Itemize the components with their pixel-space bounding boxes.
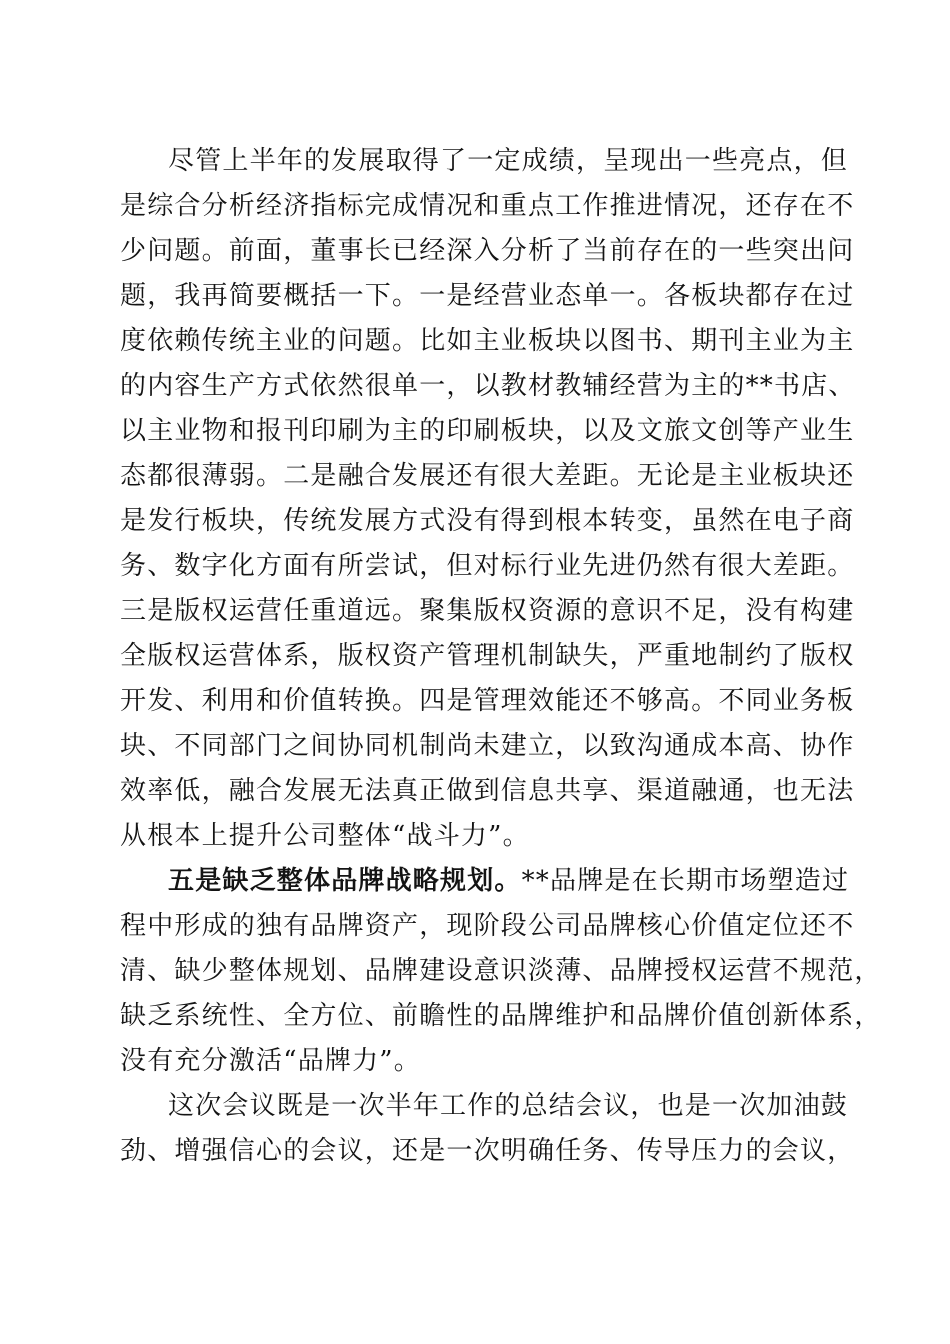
paragraph-1-line-5: 度依赖传统主业的问题。比如主业板块以图书、期刊主业为主 — [120, 326, 855, 356]
paragraph-1-line-2: 是综合分析经济指标完成情况和重点工作推进情况，还存在不 — [120, 191, 855, 221]
paragraph-1-line-12: 全版权运营体系，版权资产管理机制缺失，严重地制约了版权 — [120, 641, 855, 671]
paragraph-1-line-1: 尽管上半年的发展取得了一定成绩，呈现出一些亮点，但 — [168, 146, 849, 176]
paragraph-2-line-3: 清、缺少整体规划、品牌建设意识淡薄、品牌授权运营不规范， — [120, 956, 882, 986]
paragraph-1-line-15: 效率低，融合发展无法真正做到信息共享、渠道融通，也无法 — [120, 776, 855, 806]
paragraph-3-line-2: 劲、增强信心的会议，还是一次明确任务、传导压力的会议， — [120, 1136, 855, 1166]
paragraph-1-line-7: 以主业物和报刊印刷为主的印刷板块，以及文旅文创等产业生 — [120, 416, 855, 446]
paragraph-1-line-11: 三是版权运营任重道远。聚集版权资源的意识不足，没有构建 — [120, 596, 855, 626]
paragraph-2-line-2: 程中形成的独有品牌资产，现阶段公司品牌核心价值定位还不 — [120, 911, 855, 941]
paragraph-1-line-13: 开发、利用和价值转换。四是管理效能还不够高。不同业务板 — [120, 686, 855, 716]
paragraph-1-line-4: 题，我再简要概括一下。一是经营业态单一。各板块都存在过 — [120, 281, 855, 311]
paragraph-1-line-10: 务、数字化方面有所尝试，但对标行业先进仍然有很大差距。 — [120, 551, 855, 581]
paragraph-2-first-line-text: **品牌是在长期市场塑造过 — [521, 866, 850, 896]
paragraph-1-line-16: 从根本上提升公司整体“战斗力”。 — [120, 821, 530, 851]
paragraph-1-line-9: 是发行板块，传统发展方式没有得到根本转变，虽然在电子商 — [120, 506, 855, 536]
paragraph-1-line-6: 的内容生产方式依然很单一，以教材教辅经营为主的**书店、 — [120, 371, 856, 401]
paragraph-2-line-1 — [168, 858, 849, 904]
paragraph-1-line-14: 块、不同部门之间协同机制尚未建立，以致沟通成本高、协作 — [120, 731, 855, 761]
paragraph-1-line-8: 态都很薄弱。二是融合发展还有很大差距。无论是主业板块还 — [120, 461, 855, 491]
paragraph-2-heading: 五是缺乏整体品牌战略规划。 — [168, 866, 522, 896]
paragraph-2-line-4: 缺乏系统性、全方位、前瞻性的品牌维护和品牌价值创新体系， — [120, 1001, 882, 1031]
paragraph-2-line-5: 没有充分激活“品牌力”。 — [120, 1046, 421, 1076]
paragraph-3-line-1: 这次会议既是一次半年工作的总结会议，也是一次加油鼓 — [168, 1091, 849, 1121]
paragraph-1-line-3: 少问题。前面，董事长已经深入分析了当前存在的一些突出问 — [120, 236, 855, 266]
